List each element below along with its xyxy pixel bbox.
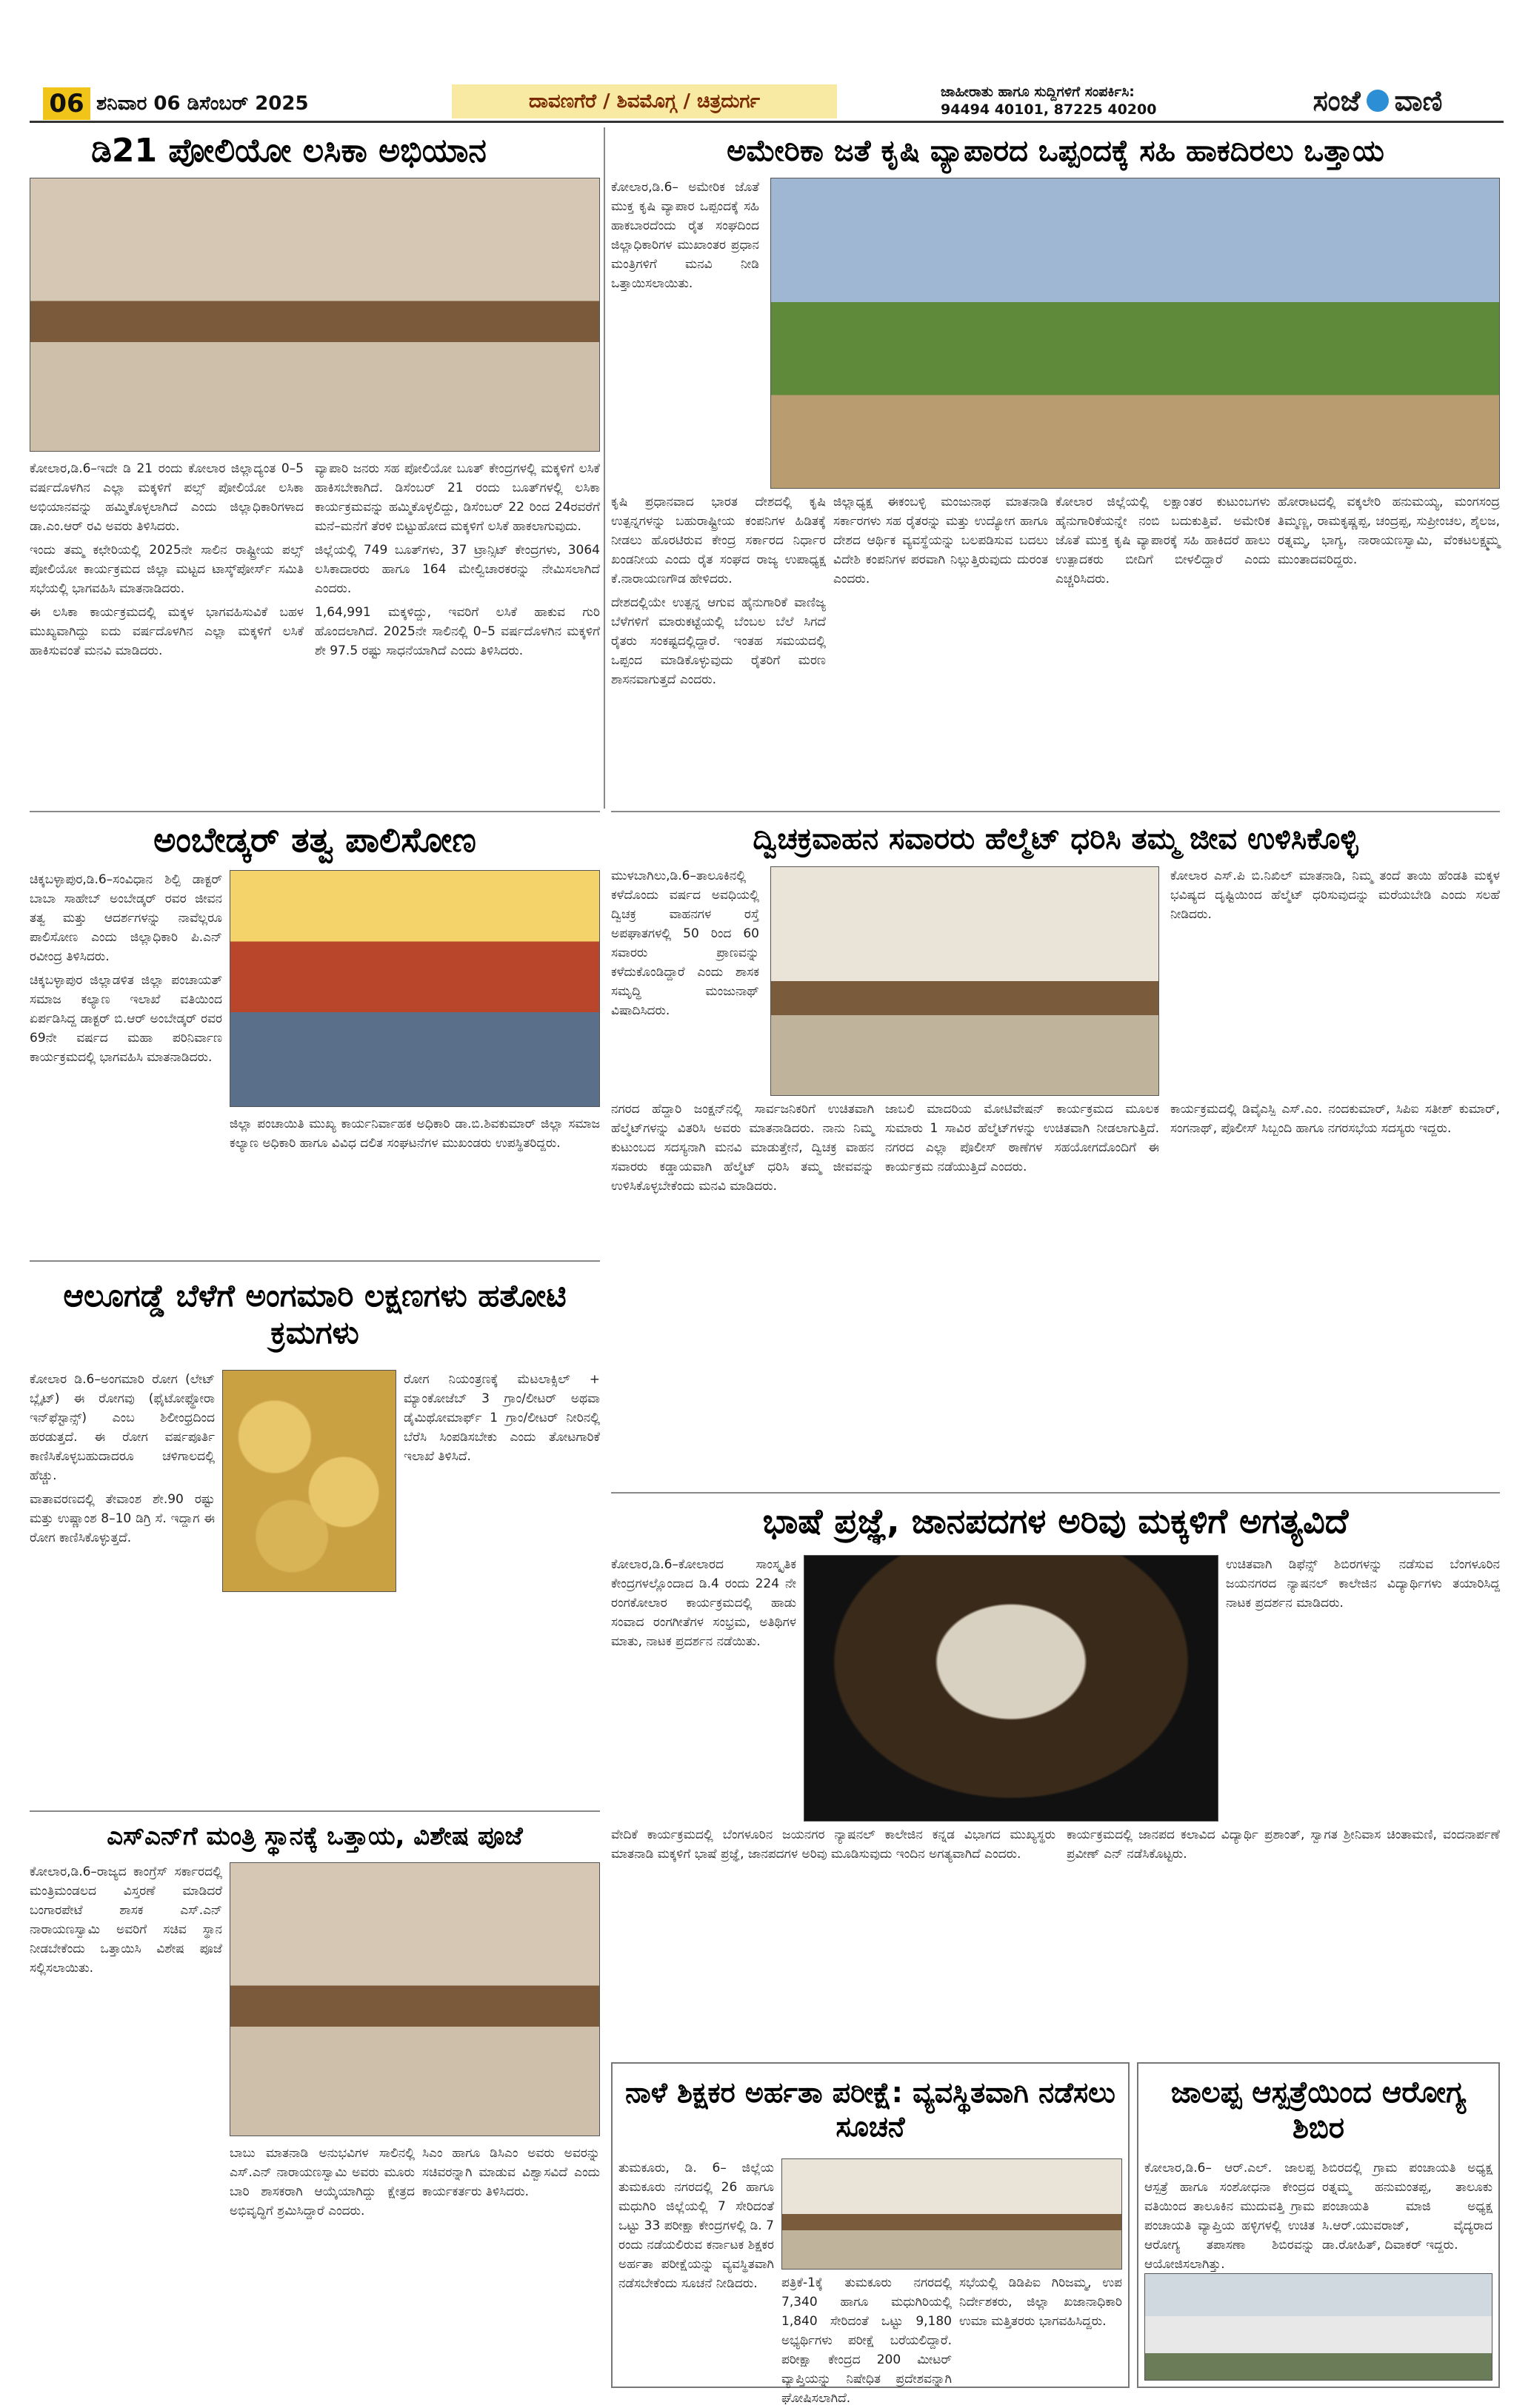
contact-numbers: 94494 40101, 87225 40200 [941, 101, 1157, 118]
logo-globe-icon [1367, 90, 1389, 112]
article-polio-photo [30, 178, 600, 452]
article-language-photo [804, 1555, 1218, 1822]
paragraph: ಕೋಲಾರ ಡಿ.6–ಅಂಗಮಾರಿ ರೋಗ (ಲೇಟ್ ಬ್ಲೈಟ್) ಈ ರೋಗವು (ಫೈಟೋಫ್ಥೋರಾ ಇನ್‌ಫೆಸ್ಟಾನ್ಸ್) ಎಂಬ ಶಿಲೀಂಧ್ರದಿಂದ ಹರಡುತ್ತದೆ. ಈ ರೋಗ ವರ್ಷಪೂರ್ತಿ ಕಾಣಿಸಿಕೊಳ್ಳಬಹುದಾದರೂ ಚಳಿಗಾಲದಲ್ಲಿ ಹೆಚ್ಚು. [30, 1372, 215, 1483]
paragraph: ಕೋಲಾರ,ಡಿ.6–ಇದೇ ಡಿ 21 ರಂದು ಕೋಲಾರ ಜಿಲ್ಲಾದ್ಯಂತ 0–5 ವರ್ಷದೊಳಗಿನ ಎಲ್ಲಾ ಮಕ್ಕಳಿಗೆ ಪಲ್ಸ್ ಪೋಲಿಯೋ ಲಸಿಕಾ ಅಭಿಯಾನವನ್ನು ಹಮ್ಮಿಕೊಳ್ಳಲಾಗಿದೆ ಎಂದು ಜಿಲ್ಲಾಧಿಕಾರಿಗಳಾದ ಡಾ.ಎಂ.ಆರ್ ರವಿ ಅವರು ತಿಳಿಸಿದರು. [30, 461, 304, 534]
article-helmet-body-4 [885, 1100, 1159, 1488]
paragraph: ಚಿಕ್ಕಬಳ್ಳಾಪುರ ಜಿಲ್ಲಾಡಳಿತ ಜಿಲ್ಲಾ ಪಂಚಾಯತ್ ಸಮಾಜ ಕಲ್ಯಾಣ ಇಲಾಖೆ ವತಿಯಿಂದ ಏರ್ಪಡಿಸಿದ್ದ ಡಾಕ್ಟರ್ ಬಿ.ಆರ್ ಅಂಬೇಡ್ಕರ್ ರವರ 69ನೇ ವರ್ಷದ ಮಹಾ ಪರಿನಿರ್ವಾಣ ಕಾರ್ಯಕ್ರಮದಲ್ಲಿ ಭಾಗವಹಿಸಿ ಮಾತನಾಡಿದರು. [30, 973, 222, 1065]
article-trade-body-3 [833, 492, 1048, 803]
article-helmet-body-1 [611, 866, 759, 1096]
paragraph: ಜಾಬಲಿ ಮಾದರಿಯ ಮೋಟಿವೇಷನ್ ಕಾರ್ಯಕ್ರಮದ ಮೂಲಕ ಸುಮಾರು 1 ಸಾವಿರ ಹೆಲ್ಮೆಟ್‌ಗಳನ್ನು ಉಚಿತವಾಗಿ ನೀಡಲಾಗುತ್ತಿದೆ. ನಗರದ ಎಲ್ಲಾ ಪೊಲೀಸ್ ಠಾಣೆಗಳ ಸಹಯೋಗದೊಂದಿಗೆ ಈ ಕಾರ್ಯಕ್ರಮ ನಡೆಯುತ್ತಿದೆ ಎಂದರು. [885, 1102, 1159, 1174]
article-potato-photo [222, 1370, 396, 1592]
article-exam-body-1 [618, 2158, 774, 2381]
paragraph: ಹೋರಾಟದಲ್ಲಿ ವಕ್ಕಲೇರಿ ಹನುಮಯ್ಯ, ಮಂಗಸಂದ್ರ ತಿಮ್ಮಣ್ಣ, ರಾಮಕೃಷ್ಣಪ್ಪ, ಚಂದ್ರಪ್ಪ, ಸುಪ್ರೀಂಚಲ, ಶೈಲಜ, ರತ್ನಮ್ಮ, ಭಾಗ್ಯ, ನಾರಾಯಣಸ್ವಾಮಿ, ವೆಂಕಟಲಕ್ಷ್ಮಮ್ಮ ಮುಂತಾದವರಿದ್ದರು. [1278, 495, 1500, 567]
paragraph: ಇಂದು ತಮ್ಮ ಕಛೇರಿಯಲ್ಲಿ 2025ನೇ ಸಾಲಿನ ರಾಷ್ಟ್ರೀಯ ಪಲ್ಸ್ ಪೋಲಿಯೋ ಕಾರ್ಯಕ್ರಮದ ಜಿಲ್ಲಾ ಮಟ್ಟದ ಟಾಸ್ಕ್‌ಪೋರ್ಸ್ ಸಮಿತಿ ಸಭೆಯಲ್ಲಿ ಭಾಗವಹಿಸಿ ಮಾತನಾಡಿದರು. [30, 543, 304, 596]
article-ambedkar-body-2 [230, 1114, 600, 1255]
paragraph: ಜಿಲ್ಲಾಧ್ಯಕ್ಷ ಈಕಂಬಳ್ಳಿ ಮಂಜುನಾಥ ಮಾತನಾಡಿ ಸರ್ಕಾರಗಳು ಸಹ ರೈತರನ್ನು ಮತ್ತು ಉದ್ಯೋಗ ಹಾಗೂ ದೇಶದ ಆರ್ಥಿಕ ವ್ಯವಸ್ಥೆಯನ್ನು ಬಲಪಡಿಸುವ ಬದಲು ವಿದೇಶಿ ಕಂಪನಿಗಳ ಪರವಾಗಿ ನಿಲ್ಲುತ್ತಿರುವುದು ದುರಂತ ಎಂದರು. [833, 495, 1048, 586]
paper-logo [1259, 81, 1496, 120]
article-health-body-2 [1322, 2158, 1492, 2270]
article-polio-body-1 [30, 459, 304, 807]
article-health-photo [1144, 2273, 1492, 2381]
article-trade-body-2 [611, 492, 826, 803]
contact-label: ಜಾಹೀರಾತು ಹಾಗೂ ಸುದ್ದಿಗಳಿಗೆ ಸಂಪರ್ಕಿಸಿ: [941, 84, 1135, 100]
article-exam-photo [781, 2158, 1122, 2270]
article-language-headline: ಭಾಷೆ ಪ್ರಜ್ಞೆ, ಜಾನಪದಗಳ ಅರಿವು ಮಕ್ಕಳಿಗೆ ಅಗತ್ಯವಿದೆ [762, 1501, 1349, 1542]
article-exam-body-2 [781, 2273, 952, 2406]
article-language-body-1 [611, 1555, 796, 1822]
article-minister-body-2 [230, 2144, 415, 2321]
article-exam-body-3 [959, 2273, 1122, 2381]
region-banner: ದಾವಣಗೆರೆ / ಶಿವಮೊಗ್ಗ / ಚಿತ್ರದುರ್ಗ [452, 84, 837, 118]
paragraph: ಜಿಲ್ಲೆಯಲ್ಲಿ 749 ಬೂತ್‌ಗಳು, 37 ಟ್ರಾನ್ಸಿಟ್ ಕೇಂದ್ರಗಳು, 3064 ಲಸಿಕಾದಾರರು ಹಾಗೂ 164 ಮೇಲ್ವಿಚಾರಕರನ್ನು ನೇಮಿಸಲಾಗಿದೆ ಎಂದರು. [315, 543, 600, 596]
article-helmet-body-2 [1170, 866, 1500, 1096]
paragraph: ಬಾಬು ಮಾತನಾಡಿ ಅನುಭವಿಗಳ ಸಾಲಿನಲ್ಲಿ ಎಸ್.ಎನ್ ನಾರಾಯಣಸ್ವಾಮಿ ಅವರು ಮೂರು ಬಾರಿ ಶಾಸಕರಾಗಿ ಆಯ್ಕೆಯಾಗಿದ್ದು ಕ್ಷೇತ್ರದ ಅಭಿವೃದ್ಧಿಗೆ ಶ್ರಮಿಸಿದ್ದಾರೆ ಎಂದರು. [230, 2146, 415, 2218]
issue-date: ಶನಿವಾರ 06 ಡಿಸೆಂಬರ್ 2025 [96, 93, 309, 115]
article-polio-headline: ಡಿ21 ಪೋಲಿಯೋ ಲಸಿಕಾ ಅಭಿಯಾನ [91, 131, 487, 170]
article-language-body-2 [1226, 1555, 1500, 1822]
section-divider [30, 1810, 600, 1812]
section-divider [611, 811, 1500, 812]
paragraph: ಕೋಲಾರ,ಡಿ.6– ಅಮೇರಿಕ ಜೊತೆ ಮುಕ್ತ ಕೃಷಿ ವ್ಯಾಪಾರ ಒಪ್ಪಂದಕ್ಕೆ ಸಹಿ ಹಾಕಬಾರದೆಂದು ರೈತ ಸಂಘದಿಂದ ಜಿಲ್ಲಾಧಿಕಾರಿಗಳ ಮುಖಾಂತರ ಪ್ರಧಾನ ಮಂತ್ರಿಗಳಿಗೆ ಮನವಿ ನೀಡಿ ಒತ್ತಾಯಿಸಲಾಯಿತು. [611, 180, 759, 291]
section-divider [30, 1260, 600, 1262]
article-language-body-3 [611, 1825, 1055, 2055]
contact-info [941, 83, 1222, 118]
article-minister-body-1 [30, 1862, 222, 2321]
paragraph: ವಾತಾವರಣದಲ್ಲಿ ತೇವಾಂಶ ಶೇ.90 ರಷ್ಟು ಮತ್ತು ಉಷ್ಣಾಂಶ 8–10 ಡಿಗ್ರಿ ಸೆ. ಇದ್ದಾಗ ಈ ರೋಗ ಕಾಣಿಸಿಕೊಳ್ಳುತ್ತದೆ. [30, 1492, 215, 1545]
logo-right: ವಾಣಿ [1394, 84, 1443, 117]
article-trade-body-1 [611, 178, 759, 489]
article-minister-photo [230, 1862, 600, 2136]
section-divider [611, 1492, 1500, 1494]
paragraph: ಚಿಕ್ಕಬಳ್ಳಾಪುರ,ಡಿ.6–ಸಂವಿಧಾನ ಶಿಲ್ಪಿ ಡಾಕ್ಟರ್ ಬಾಬಾ ಸಾಹೇಬ್ ಅಂಬೇಡ್ಕರ್ ರವರ ಜೀವನ ತತ್ವ ಮತ್ತು ಆದರ್ಶಗಳನ್ನು ನಾವೆಲ್ಲರೂ ಪಾಲಿಸೋಣ ಎಂದು ಜಿಲ್ಲಾಧಿಕಾರಿ ಪಿ.ಎನ್ ರವೀಂದ್ರ ತಿಳಿಸಿದರು. [30, 872, 222, 964]
article-trade-body-5 [1278, 492, 1500, 803]
paragraph: ಜಿಲ್ಲಾ ಪಂಚಾಯಿತಿ ಮುಖ್ಯ ಕಾರ್ಯನಿರ್ವಾಹಕ ಅಧಿಕಾರಿ ಡಾ.ಬಿ.ಶಿವಕುಮಾರ್ ಜಿಲ್ಲಾ ಸಮಾಜ ಕಲ್ಯಾಣ ಅಧಿಕಾರಿ ಹಾಗೂ ವಿವಿಧ ದಲಿತ ಸಂಘಟನೆಗಳ ಮುಖಂಡರು ಉಪಸ್ಥಿತರಿದ್ದರು. [230, 1117, 600, 1151]
paragraph: ವ್ಯಾಪಾರಿ ಜನರು ಸಹ ಪೋಲಿಯೋ ಬೂತ್ ಕೇಂದ್ರಗಳಲ್ಲಿ ಮಕ್ಕಳಿಗೆ ಲಸಿಕೆ ಹಾಕಿಸಬೇಕಾಗಿದೆ. ಡಿಸೆಂಬರ್ 21 ರಂದು ಬೂತ್‌ಗಳಲ್ಲಿ ಲಸಿಕಾ ಕಾರ್ಯಕ್ರಮವನ್ನು ಹಮ್ಮಿಕೊಳ್ಳಲಿದ್ದು, ಡಿಸೆಂಬರ್ 22 ರಿಂದ 24ರವರೆಗೆ ಮನೆ–ಮನೆಗೆ ತೆರಳಿ ಬಿಟ್ಟುಹೋದ ಮಕ್ಕಳಿಗೆ ಲಸಿಕೆ ಹಾಕಲಾಗುವುದು. [315, 461, 600, 534]
column-divider [604, 127, 605, 809]
article-health-body-1 [1144, 2158, 1315, 2270]
article-polio-body-2 [315, 459, 600, 807]
article-potato-headline: ಆಲೂಗಡ್ಡೆ ಬೆಳೆಗೆ ಅಂಗಮಾರಿ ಲಕ್ಷಣಗಳು ಹತೋಟಿ ಕ್ರಮಗಳು [63, 1277, 567, 1351]
article-health-headline: ಜಾಲಪ್ಪ ಆಸ್ಪತ್ರೆಯಿಂದ ಆರೋಗ್ಯ ಶಿಬಿರ [1170, 2076, 1467, 2145]
page-number: 06 [43, 87, 90, 120]
paragraph: ನಗರದ ಹೆದ್ದಾರಿ ಜಂಕ್ಷನ್‌ನಲ್ಲಿ ಸಾರ್ವಜನಿಕರಿಗೆ ಉಚಿತವಾಗಿ ಹೆಲ್ಮೆಟ್‌ಗಳನ್ನು ವಿತರಿಸಿ ಅವರು ಮಾತನಾಡಿದರು. ನಾನು ನಿಮ್ಮ ಕುಟುಂಬದ ಸದಸ್ಯನಾಗಿ ಮನವಿ ಮಾಡುತ್ತೇನೆ, ದ್ವಿಚಕ್ರ ವಾಹನ ಸವಾರರು ಕಡ್ಡಾಯವಾಗಿ ಹೆಲ್ಮೆಟ್ ಧರಿಸಿ ತಮ್ಮ ಜೀವವನ್ನು ಉಳಿಸಿಕೊಳ್ಳಬೇಕೆಂದು ಮನವಿ ಮಾಡಿದರು. [611, 1102, 874, 1194]
paragraph: ಸಭೆಯಲ್ಲಿ ಡಿಡಿಪಿಐ ಗಿರಿಜಮ್ಮ, ಉಪ ನಿರ್ದೇಶಕರು, ಜಿಲ್ಲಾ ಖಜಾನಾಧಿಕಾರಿ ಉಮಾ ಮತ್ತಿತರರು ಭಾಗವಹಿಸಿದ್ದರು. [959, 2275, 1122, 2329]
article-helmet-body-3 [611, 1100, 874, 1488]
article-helmet-headline: ದ್ವಿಚಕ್ರವಾಹನ ಸವಾರರು ಹೆಲ್ಮೆಟ್ ಧರಿಸಿ ತಮ್ಮ ಜೀವ ಉಳಿಸಿಕೊಳ್ಳಿ [753, 822, 1358, 856]
paragraph: ದೇಶದಲ್ಲಿಯೇ ಉತ್ಪನ್ನ ಆಗುವ ಹೈನುಗಾರಿಕೆ ವಾಣಿಜ್ಯ ಬೆಳೆಗಳಿಗೆ ಮಾರುಕಟ್ಟೆಯಲ್ಲಿ ಬೆಂಬಲ ಬೆಲೆ ಸಿಗದೆ ರೈತರು ಸಂಕಷ್ಟದಲ್ಲಿದ್ದಾರೆ. ಇಂತಹ ಸಮಯದಲ್ಲಿ ಒಪ್ಪಂದ ಮಾಡಿಕೊಳ್ಳುವುದು ರೈತರಿಗೆ ಮರಣ ಶಾಸನವಾಗುತ್ತದೆ ಎಂದರು. [611, 595, 826, 687]
paragraph: ಕೋಲಾರ ಜಿಲ್ಲೆಯಲ್ಲಿ ಲಕ್ಷಾಂತರ ಕುಟುಂಬಗಳು ಹೈನುಗಾರಿಕೆಯನ್ನೇ ನಂಬಿ ಬದುಕುತ್ತಿವೆ. ಅಮೇರಿಕ ಜೊತೆ ಮುಕ್ತ ಕೃಷಿ ವ್ಯಾಪಾರಕ್ಕೆ ಸಹಿ ಹಾಕಿದರೆ ಹಾಲು ಉತ್ಪಾದಕರು ಬೀದಿಗೆ ಬೀಳಲಿದ್ದಾರೆ ಎಂದು ಎಚ್ಚರಿಸಿದರು. [1055, 495, 1270, 586]
paragraph: ಕೋಲಾರ,ಡಿ.6–ರಾಜ್ಯದ ಕಾಂಗ್ರೆಸ್ ಸರ್ಕಾರದಲ್ಲಿ ಮಂತ್ರಿಮಂಡಲದ ವಿಸ್ತರಣೆ ಮಾಡಿದರೆ ಬಂಗಾರಪೇಟೆ ಶಾಸಕ ಎಸ್.ಎನ್ ನಾರಾಯಣಸ್ವಾಮಿ ಅವರಿಗೆ ಸಚಿವ ಸ್ಥಾನ ನೀಡಬೇಕೆಂದು ಒತ್ತಾಯಿಸಿ ವಿಶೇಷ ಪೂಜೆ ಸಲ್ಲಿಸಲಾಯಿತು. [30, 1864, 222, 1976]
article-ambedkar-photo [230, 870, 600, 1107]
paragraph: ಉಚಿತವಾಗಿ ಡಿಫೆನ್ಸ್ ಶಿಬಿರಗಳನ್ನು ನಡೆಸುವ ಬೆಂಗಳೂರಿನ ಜಯನಗರದ ನ್ಯಾಷನಲ್ ಕಾಲೇಜಿನ ವಿದ್ಯಾರ್ಥಿಗಳು ತಯಾರಿಸಿದ್ದ ನಾಟಕ ಪ್ರದರ್ಶನ ಮಾಡಿದರು. [1226, 1557, 1500, 1611]
paragraph: ಕೋಲಾರ,ಡಿ.6–ಕೋಲಾರದ ಸಾಂಸ್ಕೃತಿಕ ಕೇಂದ್ರಗಳಲ್ಲೊಂದಾದ ಡಿ.4 ರಂದು 224 ನೇ ರಂಗಕೋಲಾರ ಕಾರ್ಯಕ್ರಮದಲ್ಲಿ ಹಾಡು ಸಂವಾದ ರಂಗಗೀತೆಗಳ ಸಂಭ್ರಮ, ಅತಿಥಿಗಳ ಮಾತು, ನಾಟಕ ಪ್ರದರ್ಶನ ನಡೆಯಿತು. [611, 1557, 796, 1649]
paragraph: ಶಿಬಿರದಲ್ಲಿ ಗ್ರಾಮ ಪಂಚಾಯತಿ ಅಧ್ಯಕ್ಷ ರತ್ನಮ್ಮ ಹನುಮಂತಪ್ಪ, ತಾಲೂಕು ಪಂಚಾಯತಿ ಮಾಜಿ ಅಧ್ಯಕ್ಷ ಸಿ.ಆರ್.ಯುವರಾಜ್, ವೈದ್ಯರಾದ ಡಾ.ರೋಹಿತ್, ದಿವಾಕರ್ ಇದ್ದರು. [1322, 2161, 1492, 2253]
paragraph: ಕೋಲಾರ,ಡಿ.6– ಆರ್.ಎಲ್. ಜಾಲಪ್ಪ ಆಸ್ಪತ್ರೆ ಹಾಗೂ ಸಂಶೋಧನಾ ಕೇಂದ್ರದ ವತಿಯಿಂದ ತಾಲೂಕಿನ ಮುದುವತ್ತಿ ಗ್ರಾಮ ಪಂಚಾಯತಿ ವ್ಯಾಪ್ತಿಯ ಹಳ್ಳಿಗಳಲ್ಲಿ ಉಚಿತ ಆರೋಗ್ಯ ತಪಾಸಣಾ ಶಿಬಿರವನ್ನು ಆಯೋಜಿಸಲಾಗಿತ್ತು. [1144, 2161, 1315, 2272]
paragraph: ಕಾರ್ಯಕ್ರಮದಲ್ಲಿ ಜಾನಪದ ಕಲಾವಿದ ವಿದ್ಯಾರ್ಥಿ ಪ್ರಶಾಂತ್, ಸ್ವಾಗತ ಶ್ರೀನಿವಾಸ ಚಿಂತಾಮಣಿ, ವಂದನಾರ್ಪಣೆ ಪ್ರವೀಣ್ ಎನ್ ನಡೆಸಿಕೊಟ್ಟರು. [1067, 1827, 1500, 1862]
paragraph: 1,64,991 ಮಕ್ಕಳಿದ್ದು, ಇವರಿಗೆ ಲಸಿಕೆ ಹಾಕುವ ಗುರಿ ಹೊಂದಲಾಗಿದೆ. 2025ನೇ ಸಾಲಿನಲ್ಲಿ 0–5 ವರ್ಷದೊಳಗಿನ ಮಕ್ಕಳಿಗೆ ಶೇ 97.5 ರಷ್ಟು ಸಾಧನೆಯಾಗಿದೆ ಎಂದು ತಿಳಿಸಿದರು. [315, 605, 600, 658]
paragraph: ತುಮಕೂರು, ಡಿ. 6– ಜಿಲ್ಲೆಯ ತುಮಕೂರು ನಗರದಲ್ಲಿ 26 ಹಾಗೂ ಮಧುಗಿರಿ ಜಿಲ್ಲೆಯಲ್ಲಿ 7 ಸೇರಿದಂತೆ ಒಟ್ಟು 33 ಪರೀಕ್ಷಾ ಕೇಂದ್ರಗಳಲ್ಲಿ ಡಿ. 7 ರಂದು ನಡೆಯಲಿರುವ ಕರ್ನಾಟಕ ಶಿಕ್ಷಕರ ಅರ್ಹತಾ ಪರೀಕ್ಷೆಯನ್ನು ವ್ಯವಸ್ಥಿತವಾಗಿ ನಡೆಸಬೇಕೆಂದು ಸೂಚನೆ ನೀಡಿದರು. [618, 2161, 774, 2291]
article-potato-body-1 [30, 1370, 215, 1807]
article-minister-headline: ಎಸ್‌ಎನ್‌ಗೆ ಮಂತ್ರಿ ಸ್ಥಾನಕ್ಕೆ ಒತ್ತಾಯ, ವಿಶೇಷ ಪೂಜೆ [107, 1821, 523, 1851]
article-trade-headline: ಅಮೇರಿಕಾ ಜತೆ ಕೃಷಿ ವ್ಯಾಪಾರದ ಒಪ್ಪಂದಕ್ಕೆ ಸಹಿ ಹಾಕದಿರಲು ಒತ್ತಾಯ [727, 134, 1384, 168]
article-minister-body-3 [422, 2144, 600, 2321]
article-trade-photo [770, 178, 1500, 489]
article-ambedkar-body-1 [30, 870, 222, 1255]
article-language-body-4 [1067, 1825, 1500, 2055]
article-exam-headline: ನಾಳೆ ಶಿಕ್ಷಕರ ಅರ್ಹತಾ ಪರೀಕ್ಷೆ: ವ್ಯವಸ್ಥಿತವಾಗಿ ನಡೆಸಲು ಸೂಚನೆ [625, 2076, 1115, 2143]
paragraph: ಮುಳಬಾಗಿಲು,ಡಿ.6–ತಾಲೂಕಿನಲ್ಲಿ ಕಳೆದೊಂದು ವರ್ಷದ ಅವಧಿಯಲ್ಲಿ ದ್ವಿಚಕ್ರ ವಾಹನಗಳ ರಸ್ತೆ ಅಪಘಾತಗಳಲ್ಲಿ 50 ರಿಂದ 60 ಸವಾರರು ಪ್ರಾಣವನ್ನು ಕಳೆದುಕೊಂಡಿದ್ದಾರೆ ಎಂದು ಶಾಸಕ ಸಮೃದ್ಧಿ ಮಂಜುನಾಥ್ ವಿಷಾದಿಸಿದರು. [611, 869, 759, 1018]
logo-left: ಸಂಜೆ [1312, 84, 1361, 117]
paragraph: ಸಿಎಂ ಹಾಗೂ ಡಿಸಿಎಂ ಅವರು ಅವರನ್ನು ಸಚಿವರನ್ನಾಗಿ ಮಾಡುವ ವಿಶ್ವಾಸವಿದೆ ಎಂದು ಕಾರ್ಯಕರ್ತರು ತಿಳಿಸಿದರು. [422, 2146, 600, 2199]
paragraph: ರೋಗ ನಿಯಂತ್ರಣಕ್ಕೆ ಮೆಟಲಾಕ್ಸಿಲ್ + ಮ್ಯಾಂಕೋಜೆಬ್ 3 ಗ್ರಾಂ/ಲೀಟರ್ ಅಥವಾ ಡೈಮಿಥೋಮಾರ್ಫ್ 1 ಗ್ರಾಂ/ಲೀಟರ್ ನೀರಿನಲ್ಲಿ ಬೆರೆಸಿ ಸಿಂಪಡಿಸಬೇಕು ಎಂದು ತೋಟಗಾರಿಕೆ ಇಲಾಖೆ ತಿಳಿಸಿದೆ. [404, 1372, 600, 1464]
paragraph: ಕಾರ್ಯಕ್ರಮದಲ್ಲಿ ಡಿವೈಎಸ್ಪಿ ಎಸ್.ಎಂ. ನಂದಕುಮಾರ್, ಸಿಪಿಐ ಸತೀಶ್ ಕುಮಾರ್, ಸಂಗನಾಥ್, ಪೊಲೀಸ್ ಸಿಬ್ಬಂದಿ ಹಾಗೂ ನಗರಸಭೆಯ ಸದಸ್ಯರು ಇದ್ದರು. [1170, 1102, 1500, 1136]
article-helmet-body-5 [1170, 1100, 1500, 1488]
paragraph: ವೇದಿಕೆ ಕಾರ್ಯಕ್ರಮದಲ್ಲಿ ಬೆಂಗಳೂರಿನ ಜಯನಗರ ನ್ಯಾಷನಲ್ ಕಾಲೇಜಿನ ಕನ್ನಡ ವಿಭಾಗದ ಮುಖ್ಯಸ್ಥರು ಮಾತನಾಡಿ ಮಕ್ಕಳಿಗೆ ಭಾಷೆ ಪ್ರಜ್ಞೆ, ಜಾನಪದಗಳ ಅರಿವು ಮೂಡಿಸುವುದು ಇಂದಿನ ಅಗತ್ಯವಾಗಿದೆ ಎಂದರು. [611, 1827, 1055, 1862]
paragraph: ಕೃಷಿ ಪ್ರಧಾನವಾದ ಭಾರತ ದೇಶದಲ್ಲಿ ಕೃಷಿ ಉತ್ಪನ್ನಗಳನ್ನು ಬಹುರಾಷ್ಟ್ರೀಯ ಕಂಪನಿಗಳ ಹಿಡಿತಕ್ಕೆ ನೀಡಲು ಹೊರಟಿರುವ ಕೇಂದ್ರ ಸರ್ಕಾರದ ನಿರ್ಧಾರ ಖಂಡನೀಯ ಎಂದು ರೈತ ಸಂಘದ ರಾಜ್ಯ ಉಪಾಧ್ಯಕ್ಷ ಕೆ.ನಾರಾಯಣಗೌಡ ಹೇಳಿದರು. [611, 495, 826, 586]
article-trade-body-4 [1055, 492, 1270, 803]
article-potato-body-2 [404, 1370, 600, 1807]
section-divider [30, 811, 600, 812]
article-helmet-photo [770, 866, 1159, 1096]
paragraph: ಕೋಲಾರ ಎಸ್.ಪಿ ಬಿ.ನಿಖಿಲ್ ಮಾತನಾಡಿ, ನಿಮ್ಮ ತಂದೆ ತಾಯಿ ಹೆಂಡತಿ ಮಕ್ಕಳ ಭವಿಷ್ಯದ ದೃಷ್ಟಿಯಿಂದ ಹೆಲ್ಮೆಟ್ ಧರಿಸುವುದನ್ನು ಮರೆಯಬೇಡಿ ಎಂದು ಸಲಹೆ ನೀಡಿದರು. [1170, 869, 1500, 922]
paragraph: ಈ ಲಸಿಕಾ ಕಾರ್ಯಕ್ರಮದಲ್ಲಿ ಮಕ್ಕಳ ಭಾಗವಹಿಸುವಿಕೆ ಬಹಳ ಮುಖ್ಯವಾಗಿದ್ದು ಐದು ವರ್ಷದೊಳಗಿನ ಎಲ್ಲಾ ಮಕ್ಕಳಿಗೆ ಲಸಿಕೆ ಹಾಕಿಸುವಂತೆ ಮನವಿ ಮಾಡಿದರು. [30, 605, 304, 658]
article-ambedkar-headline: ಅಂಬೇಡ್ಕರ್ ತತ್ವ ಪಾಲಿಸೋಣ [153, 820, 476, 860]
paragraph: ಪತ್ರಿಕೆ-1ಕ್ಕೆ ತುಮಕೂರು ನಗರದಲ್ಲಿ 7,340 ಹಾಗೂ ಮಧುಗಿರಿಯಲ್ಲಿ 1,840 ಸೇರಿದಂತೆ ಒಟ್ಟು 9,180 ಅಭ್ಯರ್ಥಿಗಳು ಪರೀಕ್ಷೆ ಬರೆಯಲಿದ್ದಾರೆ. ಪರೀಕ್ಷಾ ಕೇಂದ್ರದ 200 ಮೀಟರ್ ವ್ಯಾಪ್ತಿಯನ್ನು ನಿಷೇಧಿತ ಪ್ರದೇಶವನ್ನಾಗಿ ಘೋಷಿಸಲಾಗಿದೆ. [781, 2275, 952, 2406]
